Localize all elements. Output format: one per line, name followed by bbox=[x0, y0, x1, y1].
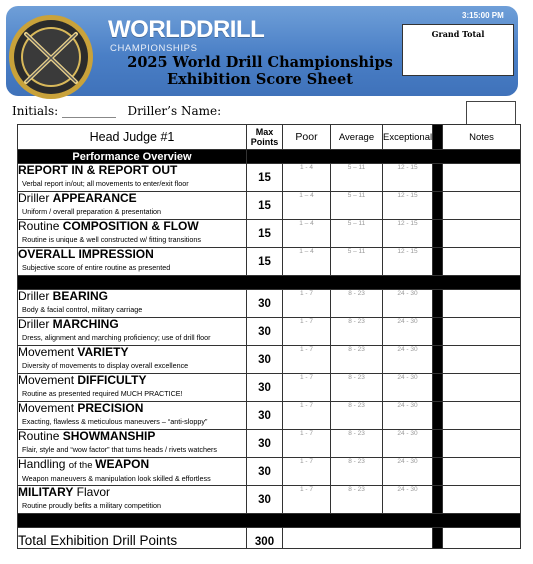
criterion-row bbox=[18, 220, 521, 248]
judge-header: Head Judge #1 bbox=[18, 125, 247, 150]
exceptional-header: Exceptional bbox=[383, 125, 433, 150]
criterion-title bbox=[18, 192, 246, 205]
poor-range-cell[interactable]: 1 – 4 bbox=[283, 220, 331, 248]
criterion-name-cell bbox=[18, 318, 247, 346]
max-points-cell: 15 bbox=[247, 192, 283, 220]
notes-cell[interactable] bbox=[443, 248, 521, 276]
criterion-title bbox=[18, 402, 246, 415]
criterion-name-cell bbox=[18, 346, 247, 374]
notes-cell[interactable] bbox=[443, 374, 521, 402]
poor-range-cell[interactable]: 1 - 7 bbox=[283, 374, 331, 402]
criterion-title-bold: MILITARY bbox=[18, 485, 74, 499]
criterion-title-bold: APPEARANCE bbox=[52, 191, 137, 205]
time-stamp: 3:15:00 PM bbox=[462, 11, 504, 20]
max-points-cell: 30 bbox=[247, 402, 283, 430]
criterion-name-cell bbox=[18, 402, 247, 430]
criterion-name-cell bbox=[18, 290, 247, 318]
exceptional-range-cell[interactable]: 12 - 15 bbox=[383, 220, 433, 248]
divider bbox=[433, 374, 443, 402]
exceptional-range-cell[interactable]: 24 - 30 bbox=[383, 430, 433, 458]
criterion-row bbox=[18, 486, 521, 514]
criterion-name-cell bbox=[18, 374, 247, 402]
notes-cell[interactable] bbox=[443, 318, 521, 346]
divider bbox=[433, 220, 443, 248]
criterion-row bbox=[18, 290, 521, 318]
exceptional-range-cell[interactable]: 24 - 30 bbox=[383, 486, 433, 514]
max-points-cell: 15 bbox=[247, 220, 283, 248]
divider bbox=[433, 486, 443, 514]
notes-header: Notes bbox=[443, 125, 521, 150]
average-range-cell[interactable]: 8 - 23 bbox=[331, 402, 383, 430]
criterion-description: Body & facial control, military carriage bbox=[22, 305, 143, 314]
divider bbox=[433, 458, 443, 486]
criterion-title bbox=[18, 318, 246, 331]
criterion-title-bold: DIFFICULTY bbox=[77, 373, 147, 387]
section-title: Performance Overview bbox=[18, 150, 247, 164]
criterion-title bbox=[18, 430, 246, 443]
notes-cell[interactable] bbox=[443, 290, 521, 318]
criterion-name-cell bbox=[18, 164, 247, 192]
criterion-description: Subjective score of entire routine as presented bbox=[22, 263, 171, 272]
info-line bbox=[12, 104, 221, 118]
initials-label: Initials: bbox=[12, 104, 59, 118]
criterion-name-cell bbox=[18, 248, 247, 276]
poor-header: Poor bbox=[283, 125, 331, 150]
sheet-title bbox=[100, 54, 420, 88]
criterion-title-bold: COMPOSITION & FLOW bbox=[62, 219, 199, 233]
average-range-cell[interactable]: 8 - 23 bbox=[331, 374, 383, 402]
max-points-cell: 30 bbox=[247, 318, 283, 346]
criterion-title-pre: Handling bbox=[18, 457, 69, 471]
average-range-cell[interactable]: 8 - 23 bbox=[331, 486, 383, 514]
criterion-title-bold: PRECISION bbox=[77, 401, 144, 415]
notes-cell[interactable] bbox=[443, 192, 521, 220]
exceptional-range-cell[interactable]: 24 - 30 bbox=[383, 402, 433, 430]
exceptional-range-cell[interactable]: 24 - 30 bbox=[383, 290, 433, 318]
average-range-cell[interactable]: 5 – 11 bbox=[331, 248, 383, 276]
poor-range-cell[interactable]: 1 - 7 bbox=[283, 346, 331, 374]
grand-total-label: Grand Total bbox=[431, 29, 485, 39]
average-range-cell[interactable]: 5 – 11 bbox=[331, 192, 383, 220]
criterion-description: Weapon maneuvers & manipulation look skilled & effortless bbox=[22, 474, 211, 483]
notes-cell[interactable] bbox=[443, 164, 521, 192]
driller-number-box[interactable] bbox=[466, 101, 516, 125]
divider bbox=[433, 164, 443, 192]
exceptional-range-cell[interactable]: 24 - 30 bbox=[383, 458, 433, 486]
poor-range-cell[interactable]: 1 - 7 bbox=[283, 486, 331, 514]
total-row bbox=[18, 528, 521, 549]
divider bbox=[433, 318, 443, 346]
criterion-row bbox=[18, 402, 521, 430]
criterion-title bbox=[18, 346, 246, 359]
criterion-description: Flair, style and “wow factor” that turns heads / rivets watchers bbox=[22, 445, 217, 454]
criterion-title-pre: Driller bbox=[18, 317, 53, 331]
criterion-row bbox=[18, 458, 521, 486]
notes-cell[interactable] bbox=[443, 346, 521, 374]
sheet-title-line1: 2025 World Drill Championships bbox=[127, 54, 393, 71]
criterion-title bbox=[18, 486, 246, 499]
poor-range-cell[interactable]: 1 - 4 bbox=[283, 164, 331, 192]
criterion-name-cell bbox=[18, 192, 247, 220]
average-range-cell[interactable]: 8 - 23 bbox=[331, 318, 383, 346]
world-drill-logo-icon bbox=[6, 12, 96, 102]
sheet-title-line2: Exhibition Score Sheet bbox=[167, 71, 353, 88]
criterion-name-cell bbox=[18, 220, 247, 248]
criterion-row bbox=[18, 192, 521, 220]
criterion-title bbox=[18, 458, 246, 472]
poor-range-cell[interactable]: 1 - 7 bbox=[283, 458, 331, 486]
brand-subtitle: CHAMPIONSHIPS bbox=[110, 43, 198, 54]
exceptional-range-cell[interactable]: 12 - 15 bbox=[383, 248, 433, 276]
brand-name: WORLDDRILL bbox=[108, 16, 265, 43]
divider bbox=[433, 248, 443, 276]
notes-cell[interactable] bbox=[443, 402, 521, 430]
criterion-title-bold: MARCHING bbox=[52, 317, 119, 331]
criterion-description: Uniform / overall preparation & presentation bbox=[22, 207, 162, 216]
criterion-row bbox=[18, 318, 521, 346]
criterion-row bbox=[18, 430, 521, 458]
poor-range-cell[interactable]: 1 – 4 bbox=[283, 192, 331, 220]
group2-rows bbox=[18, 290, 521, 514]
max-points-cell: 30 bbox=[247, 430, 283, 458]
exceptional-range-cell[interactable]: 12 - 15 bbox=[383, 192, 433, 220]
max-points-cell: 15 bbox=[247, 164, 283, 192]
divider bbox=[433, 290, 443, 318]
criterion-row bbox=[18, 248, 521, 276]
average-range-cell[interactable]: 8 - 23 bbox=[331, 346, 383, 374]
total-max: 300 bbox=[247, 528, 283, 549]
exceptional-range-cell[interactable]: 12 - 15 bbox=[383, 164, 433, 192]
poor-range-cell[interactable]: 1 - 7 bbox=[283, 402, 331, 430]
criterion-description: Verbal report in/out; all movements to enter/exit floor bbox=[22, 179, 189, 188]
criterion-description: Dress, alignment and marching proficiency; use of drill floor bbox=[22, 333, 211, 342]
average-range-cell[interactable]: 8 - 23 bbox=[331, 458, 383, 486]
section-band bbox=[18, 150, 521, 164]
poor-range-cell[interactable]: 1 – 4 bbox=[283, 248, 331, 276]
criterion-row bbox=[18, 164, 521, 192]
criterion-title bbox=[18, 220, 246, 233]
max-points-cell: 30 bbox=[247, 374, 283, 402]
criterion-description: Routine proudly befits a military competition bbox=[22, 501, 162, 510]
notes-cell[interactable] bbox=[443, 486, 521, 514]
criterion-title-bold: WEAPON bbox=[95, 457, 150, 471]
poor-range-cell[interactable]: 1 - 7 bbox=[283, 290, 331, 318]
max-points-cell: 30 bbox=[247, 290, 283, 318]
criterion-title-pre: Routine bbox=[18, 429, 63, 443]
average-range-cell[interactable]: 5 – 11 bbox=[331, 220, 383, 248]
notes-cell[interactable] bbox=[443, 458, 521, 486]
criterion-description: Routine is unique & well constructed w/ fitting transitions bbox=[22, 235, 201, 244]
divider bbox=[433, 528, 443, 549]
criterion-title-pre: Movement bbox=[18, 401, 78, 415]
notes-cell[interactable] bbox=[443, 430, 521, 458]
average-header: Average bbox=[331, 125, 383, 150]
average-range-cell[interactable]: 8 - 23 bbox=[331, 430, 383, 458]
criterion-title-bold: OVERALL IMPRESSION bbox=[18, 247, 154, 261]
separator-fill bbox=[18, 276, 521, 290]
exceptional-range-cell[interactable]: 24 - 30 bbox=[383, 318, 433, 346]
divider bbox=[433, 430, 443, 458]
criterion-title-pre: Movement bbox=[18, 373, 78, 387]
group1-rows bbox=[18, 164, 521, 276]
total-notes-cell[interactable] bbox=[443, 528, 521, 549]
criterion-row bbox=[18, 374, 521, 402]
header-row bbox=[18, 125, 521, 150]
criterion-title-pre: Routine bbox=[18, 219, 63, 233]
criterion-name-cell bbox=[18, 430, 247, 458]
exceptional-range-cell[interactable]: 24 - 30 bbox=[383, 346, 433, 374]
driller-name-label: Driller’s Name: bbox=[127, 104, 222, 118]
max-points-header: Max Points bbox=[247, 125, 283, 150]
criterion-title bbox=[18, 248, 246, 261]
divider bbox=[433, 125, 443, 150]
section-band-fill bbox=[247, 150, 521, 164]
criterion-title bbox=[18, 164, 246, 177]
criterion-description: Diversity of movements to display overall excellence bbox=[22, 361, 189, 370]
notes-cell[interactable] bbox=[443, 220, 521, 248]
criterion-title-post: Flavor bbox=[73, 485, 111, 499]
average-range-cell[interactable]: 5 – 11 bbox=[331, 164, 383, 192]
poor-range-cell[interactable]: 1 - 7 bbox=[283, 430, 331, 458]
criterion-name-cell bbox=[18, 458, 247, 486]
criterion-title bbox=[18, 290, 246, 303]
criterion-title-mid: of the bbox=[68, 460, 96, 471]
initials-field[interactable]: _________ bbox=[62, 104, 116, 118]
poor-range-cell[interactable]: 1 - 7 bbox=[283, 318, 331, 346]
criterion-title-pre: Movement bbox=[18, 345, 78, 359]
exceptional-range-cell[interactable]: 24 - 30 bbox=[383, 374, 433, 402]
max-points-cell: 30 bbox=[247, 458, 283, 486]
max-points-cell: 15 bbox=[247, 248, 283, 276]
criterion-title-pre: Driller bbox=[18, 289, 53, 303]
criterion-title-pre: Driller bbox=[18, 191, 53, 205]
criterion-title bbox=[18, 374, 246, 387]
divider bbox=[433, 402, 443, 430]
total-separator bbox=[18, 514, 521, 528]
criterion-title-bold: VARIETY bbox=[77, 345, 129, 359]
criterion-title-bold: REPORT IN & REPORT OUT bbox=[18, 163, 178, 177]
criterion-name-cell bbox=[18, 486, 247, 514]
criterion-row bbox=[18, 346, 521, 374]
group-separator bbox=[18, 276, 521, 290]
max-points-cell: 30 bbox=[247, 346, 283, 374]
criterion-title-bold: BEARING bbox=[52, 289, 109, 303]
criterion-description: Exacting, flawless & meticulous maneuvers – “anti-sloppy” bbox=[22, 417, 208, 426]
max-points-cell: 30 bbox=[247, 486, 283, 514]
total-score-cell[interactable] bbox=[283, 528, 433, 549]
average-range-cell[interactable]: 8 - 23 bbox=[331, 290, 383, 318]
criterion-title-bold: SHOWMANSHIP bbox=[62, 429, 156, 443]
total-label: Total Exhibition Drill Points bbox=[18, 528, 247, 549]
divider bbox=[433, 192, 443, 220]
score-table bbox=[17, 124, 521, 549]
criterion-description: Routine as presented required MUCH PRACTICE! bbox=[22, 389, 183, 398]
separator-fill bbox=[18, 514, 521, 528]
divider bbox=[433, 346, 443, 374]
